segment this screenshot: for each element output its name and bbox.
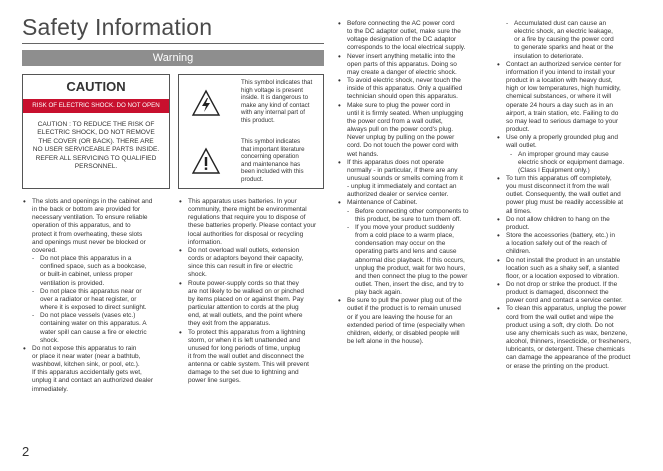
text-line: unplug it and contact an authorized dealer (32, 377, 154, 385)
text-line: unplug the product, wait for two hours, (355, 264, 466, 272)
bullet-item (337, 102, 492, 159)
symbol-line: concerning operation (241, 153, 299, 161)
text-line: may create a danger of electric shock. (347, 68, 457, 76)
text-line: If this apparatus accidentally gets wet, (32, 369, 142, 377)
bullet-item (22, 345, 174, 394)
text-line: unused for long periods of time, unplug (188, 344, 301, 352)
symbol-line: been included with this (241, 168, 304, 176)
bullet-item (496, 281, 656, 305)
text-line: product is damaged, disconnect the (506, 289, 609, 297)
text-line: where it is exposed to direct sunlight. (40, 304, 147, 312)
text-line: operate 24 hours a day such as in an (506, 101, 613, 109)
text-line: • Do not overload wall outlets, extension (188, 246, 300, 254)
text-line: • To protect this apparatus from a lightning (188, 328, 306, 336)
text-line: can damage the appearance of the product (506, 354, 631, 362)
text-line: antenna or cable system. This will prevent (188, 361, 309, 369)
text-line: • Route power-supply cords so that they (188, 279, 299, 287)
text-line: power cord and contact a service center. (506, 297, 623, 305)
text-line: power line surges. (188, 377, 241, 385)
text-line: wet hands. (347, 150, 379, 158)
text-line: outlet. Then, insert the disc, and try to (355, 281, 464, 288)
text-line: open parts of this apparatus. Doing so (347, 60, 457, 68)
exclamation-warning-icon (191, 147, 221, 175)
bullet-item (337, 297, 492, 346)
text-line: alcohol, thinners, insecticide, or fresheners, (506, 338, 632, 346)
caution-box (22, 74, 170, 189)
bullet-item (496, 232, 656, 256)
text-line: • Do not install the product in an unstable (506, 256, 621, 264)
page-title: Safety Information (22, 14, 213, 40)
text-line: • Use only a properly grounded plug and (506, 134, 619, 142)
text-line: • If this apparatus does not operate (347, 158, 444, 166)
text-line: • Store the accessories (battery, etc.) in (506, 232, 615, 240)
caution-title: CAUTION (66, 79, 126, 94)
text-line: airport, a train station, etc. Failing to do (506, 109, 619, 117)
column-4 (496, 20, 656, 371)
sub-item (496, 151, 656, 175)
symbol-line: make any kind of contact (241, 101, 310, 109)
bullet-item (496, 175, 656, 216)
symbol-line: with any internal part of (241, 109, 305, 117)
text-line: operation of this apparatus, and to (32, 222, 131, 230)
text-line: outlet if the product is to remain unused (347, 305, 461, 313)
text-line: - Before connecting other components to (355, 207, 469, 215)
bullet-item (22, 198, 174, 255)
text-line: insulation to deteriorate. (514, 52, 584, 60)
bullet-item (178, 329, 328, 386)
text-line: or erase the printing on the product. (506, 362, 609, 370)
text-line: authorized dealer or service center. (347, 191, 449, 199)
text-line: be left alone in the house). (347, 338, 424, 346)
text-line: by items placed on or against them. Pay (188, 295, 304, 303)
text-line: to the DC adaptor outlet, make sure the (347, 28, 461, 36)
text-line: end, at wall outlets, and the point where (188, 312, 303, 320)
bullet-item (337, 77, 492, 101)
warning-bar: Warning (22, 50, 324, 66)
text-line: abnormal disc playback. If this occurs, (355, 256, 465, 264)
text-line: - Accumulated dust can cause an (514, 20, 607, 27)
text-line: in the back or bottom are provided for (32, 206, 141, 214)
bullet-item (178, 198, 328, 247)
text-line: containing water on this apparatus. A (40, 320, 147, 328)
bullet-item (496, 257, 656, 281)
text-line: a location safely out of the reach of (506, 240, 607, 248)
text-line: electric shock, an electric leakage, (514, 28, 613, 36)
sub-item (337, 224, 492, 297)
text-line: and openings must never be blocked or (32, 238, 146, 246)
text-line: or built-in cabinet, unless proper (40, 271, 133, 279)
text-line: product using a soft, dry cloth. Do not (506, 321, 614, 329)
text-line: the power cord from a wall outlet, (347, 117, 443, 125)
caution-text (23, 113, 169, 171)
text-line: • Do not allow children to hang on the (506, 215, 610, 223)
symbol-line: this product. (241, 116, 275, 124)
text-line: until it is firmly seated. When unplugging (347, 109, 464, 117)
text-line: inside of this apparatus. Only a qualified (347, 85, 463, 93)
text-line: and then connect the plug to the power (355, 272, 468, 280)
text-line: • To clean this apparatus, unplug the power (506, 305, 627, 313)
symbol-line: and maintenance has (241, 160, 301, 168)
text-line: technician should open this apparatus. (347, 93, 458, 101)
lightning-symbol-text (241, 79, 323, 125)
text-line: children. (506, 248, 531, 256)
text-line: it from the wall outlet and disconnect the (188, 352, 304, 360)
text-line: (Class l Equipment only.) (518, 166, 590, 174)
text-line: • Be sure to pull the power plug out of the (347, 297, 462, 305)
text-line: local authorities for disposal or recycling (188, 230, 304, 238)
text-line: information. (188, 238, 222, 246)
bullet-item (496, 216, 656, 232)
text-line: covered. (32, 246, 57, 254)
caution-line: ELECTRIC SHOCK, DO NOT REMOVE (37, 129, 155, 137)
caution-line: REFER ALL SERVICING TO QUALIFIED (35, 154, 157, 162)
text-line: protect it from overheating, these slots (32, 230, 143, 238)
text-line: voltage designation of the DC adaptor (347, 36, 457, 44)
sub-item (22, 255, 174, 288)
text-line: high or low temperatures, high humidity, (506, 85, 621, 93)
text-line: • Maintenance of Cabinet. (347, 199, 418, 207)
text-line: - An improper ground may cause (518, 150, 609, 158)
caution-red-banner: RISK OF ELECTRIC SHOCK. DO NOT OPEN (23, 99, 169, 113)
text-line: children, elderly, or disabled people will (347, 329, 460, 337)
text-line: - Do not place vessels (vases etc.) (40, 312, 136, 320)
symbol-line: product. (241, 175, 264, 183)
bullet-item (496, 61, 656, 134)
text-line: or a fire by causing the power cord (514, 36, 614, 44)
text-line: this product, be sure to turn them off. (355, 215, 462, 223)
bullet-item (496, 134, 656, 150)
text-line: • Do not expose this apparatus to rain (32, 344, 137, 352)
symbol-line: This symbol indicates (241, 138, 301, 145)
column-1 (22, 198, 174, 394)
text-line: product in a location with heavy dust, (506, 77, 613, 85)
exclamation-symbol-text (241, 138, 323, 184)
text-line: cord from the wall outlet and wipe the (506, 313, 614, 321)
text-line: you must disconnect it from the wall (506, 183, 609, 191)
text-line: normally - in particular, if there are any (347, 166, 458, 174)
text-line: • Do not drop or strike the product. If the (506, 281, 618, 288)
text-line: power plug must be readily accessible at (506, 199, 624, 207)
text-line: or place it near water (near a bathtub, (32, 352, 141, 360)
text-line: electric shock or equipment damage. (518, 158, 625, 166)
caution-line: CAUTION : TO REDUCE THE RISK OF (37, 121, 155, 128)
text-line: cord. Do not touch the power cord with (347, 142, 459, 150)
title-divider (22, 43, 324, 44)
caution-line: PERSONNEL. (74, 163, 118, 171)
text-line: use any chemicals such as wax, benzene, (506, 329, 628, 337)
text-line: immediately. (32, 385, 69, 393)
symbol-box (178, 74, 324, 189)
sub-item (496, 20, 656, 61)
text-line: corresponds to the local electrical supply. (347, 44, 466, 52)
text-line: - Do not place this apparatus in a (40, 255, 132, 263)
text-line: • Contact an authorized service center for (506, 60, 622, 68)
text-line: or if you are leaving the house for an (347, 313, 453, 321)
symbol-line: that important literature (241, 145, 305, 153)
text-line: - Do not place this apparatus near or (40, 287, 142, 295)
text-line: • Before connecting the AC power cord (347, 20, 455, 27)
text-line: regulations that require you to dispose of (188, 214, 306, 222)
page-number: 2 (22, 444, 30, 459)
text-line: location such as a shaky self, a slanted (506, 264, 619, 272)
text-line: Never unplug by pulling on the power (347, 134, 455, 142)
text-line: so may lead to serious damage to your (506, 117, 619, 125)
bullet-item (337, 53, 492, 77)
text-line: over a radiator or heat register, or (40, 295, 137, 303)
text-line: product. (506, 126, 530, 134)
text-line: damage to the set due to lightning and (188, 369, 299, 377)
text-line: - unplug it immediately and contact an (347, 183, 457, 191)
text-line: shock. (188, 271, 207, 279)
bullet-item (337, 199, 492, 207)
text-line: chemical substances, or where it will (506, 93, 612, 101)
text-line: • To turn this apparatus off completely, (506, 174, 612, 182)
text-line: ventilation is provided. (40, 279, 105, 287)
text-line: all times. (506, 207, 532, 215)
text-line: information if you intend to install your (506, 68, 616, 76)
text-line: • Never insert anything metallic into the (347, 52, 456, 60)
sub-item (22, 312, 174, 345)
symbol-line: inside. It is dangerous to (241, 94, 309, 102)
text-line: play back again. (355, 289, 402, 297)
sub-item (337, 208, 492, 224)
text-line: • To avoid electric shock, never touch the (347, 77, 461, 85)
text-line: product. (506, 223, 530, 231)
text-line: condensation may occur on the (355, 240, 446, 248)
text-line: • The slots and openings in the cabinet and (32, 198, 153, 205)
bullet-item (337, 159, 492, 200)
text-line: to generate sparks and heat or the (514, 44, 614, 52)
bullet-item (178, 280, 328, 329)
caution-line: NO USER SERVICEABLE PARTS INSIDE. (32, 146, 160, 154)
text-line: necessary ventilation. To ensure reliable (32, 214, 148, 222)
text-line: lubricants, or detergent. These chemicals (506, 346, 625, 354)
text-line: since this can result in fire or electric (188, 263, 293, 271)
text-line: storm, or when it is left unattended and (188, 336, 301, 344)
text-line: cords or adaptors beyond their capacity, (188, 255, 304, 263)
text-line: from a cold place to a warm place, (355, 232, 454, 240)
text-line: community, there might be environmental (188, 206, 307, 214)
text-line: outlet. Consequently, the wall outlet and (506, 191, 621, 199)
text-line: extended period of time (especially when (347, 321, 465, 329)
caution-line: THE COVER (OR BACK). THERE ARE (38, 137, 154, 145)
text-line: these batteries properly. Please contact your (188, 222, 317, 230)
bullet-item (496, 305, 656, 370)
symbol-line: This symbol indicates that (241, 79, 313, 86)
column-3 (337, 20, 492, 346)
text-line: unusual sounds or smells coming from it (347, 174, 463, 182)
text-line: water spill can cause a fire or electric (40, 328, 147, 336)
text-line: - If you move your product suddenly (355, 223, 455, 231)
column-2 (178, 198, 328, 386)
text-line: • Make sure to plug the power cord in (347, 101, 451, 109)
text-line: particular attention to cords at the plug (188, 304, 299, 312)
symbol-line: high voltage is present (241, 86, 303, 94)
text-line: are not likely to be walked on or pinched (188, 287, 304, 295)
lightning-warning-icon (191, 89, 221, 117)
text-line: always pull on the power cord's plug. (347, 126, 454, 134)
bullet-item (178, 247, 328, 280)
sub-item (22, 288, 174, 312)
text-line: operating parts and lens and cause (355, 248, 457, 256)
text-line: wall outlet. (506, 142, 537, 150)
text-line: shock. (40, 336, 59, 344)
text-line: washbowl, kitchen sink, or pool, etc.). (32, 361, 140, 369)
bullet-item (337, 20, 492, 53)
text-line: confined space, such as a bookcase, (40, 263, 147, 271)
text-line: floor, or a location exposed to vibration. (506, 272, 620, 280)
text-line: • This apparatus uses batteries. In your (188, 198, 297, 205)
text-line: they exit from the apparatus. (188, 320, 271, 328)
